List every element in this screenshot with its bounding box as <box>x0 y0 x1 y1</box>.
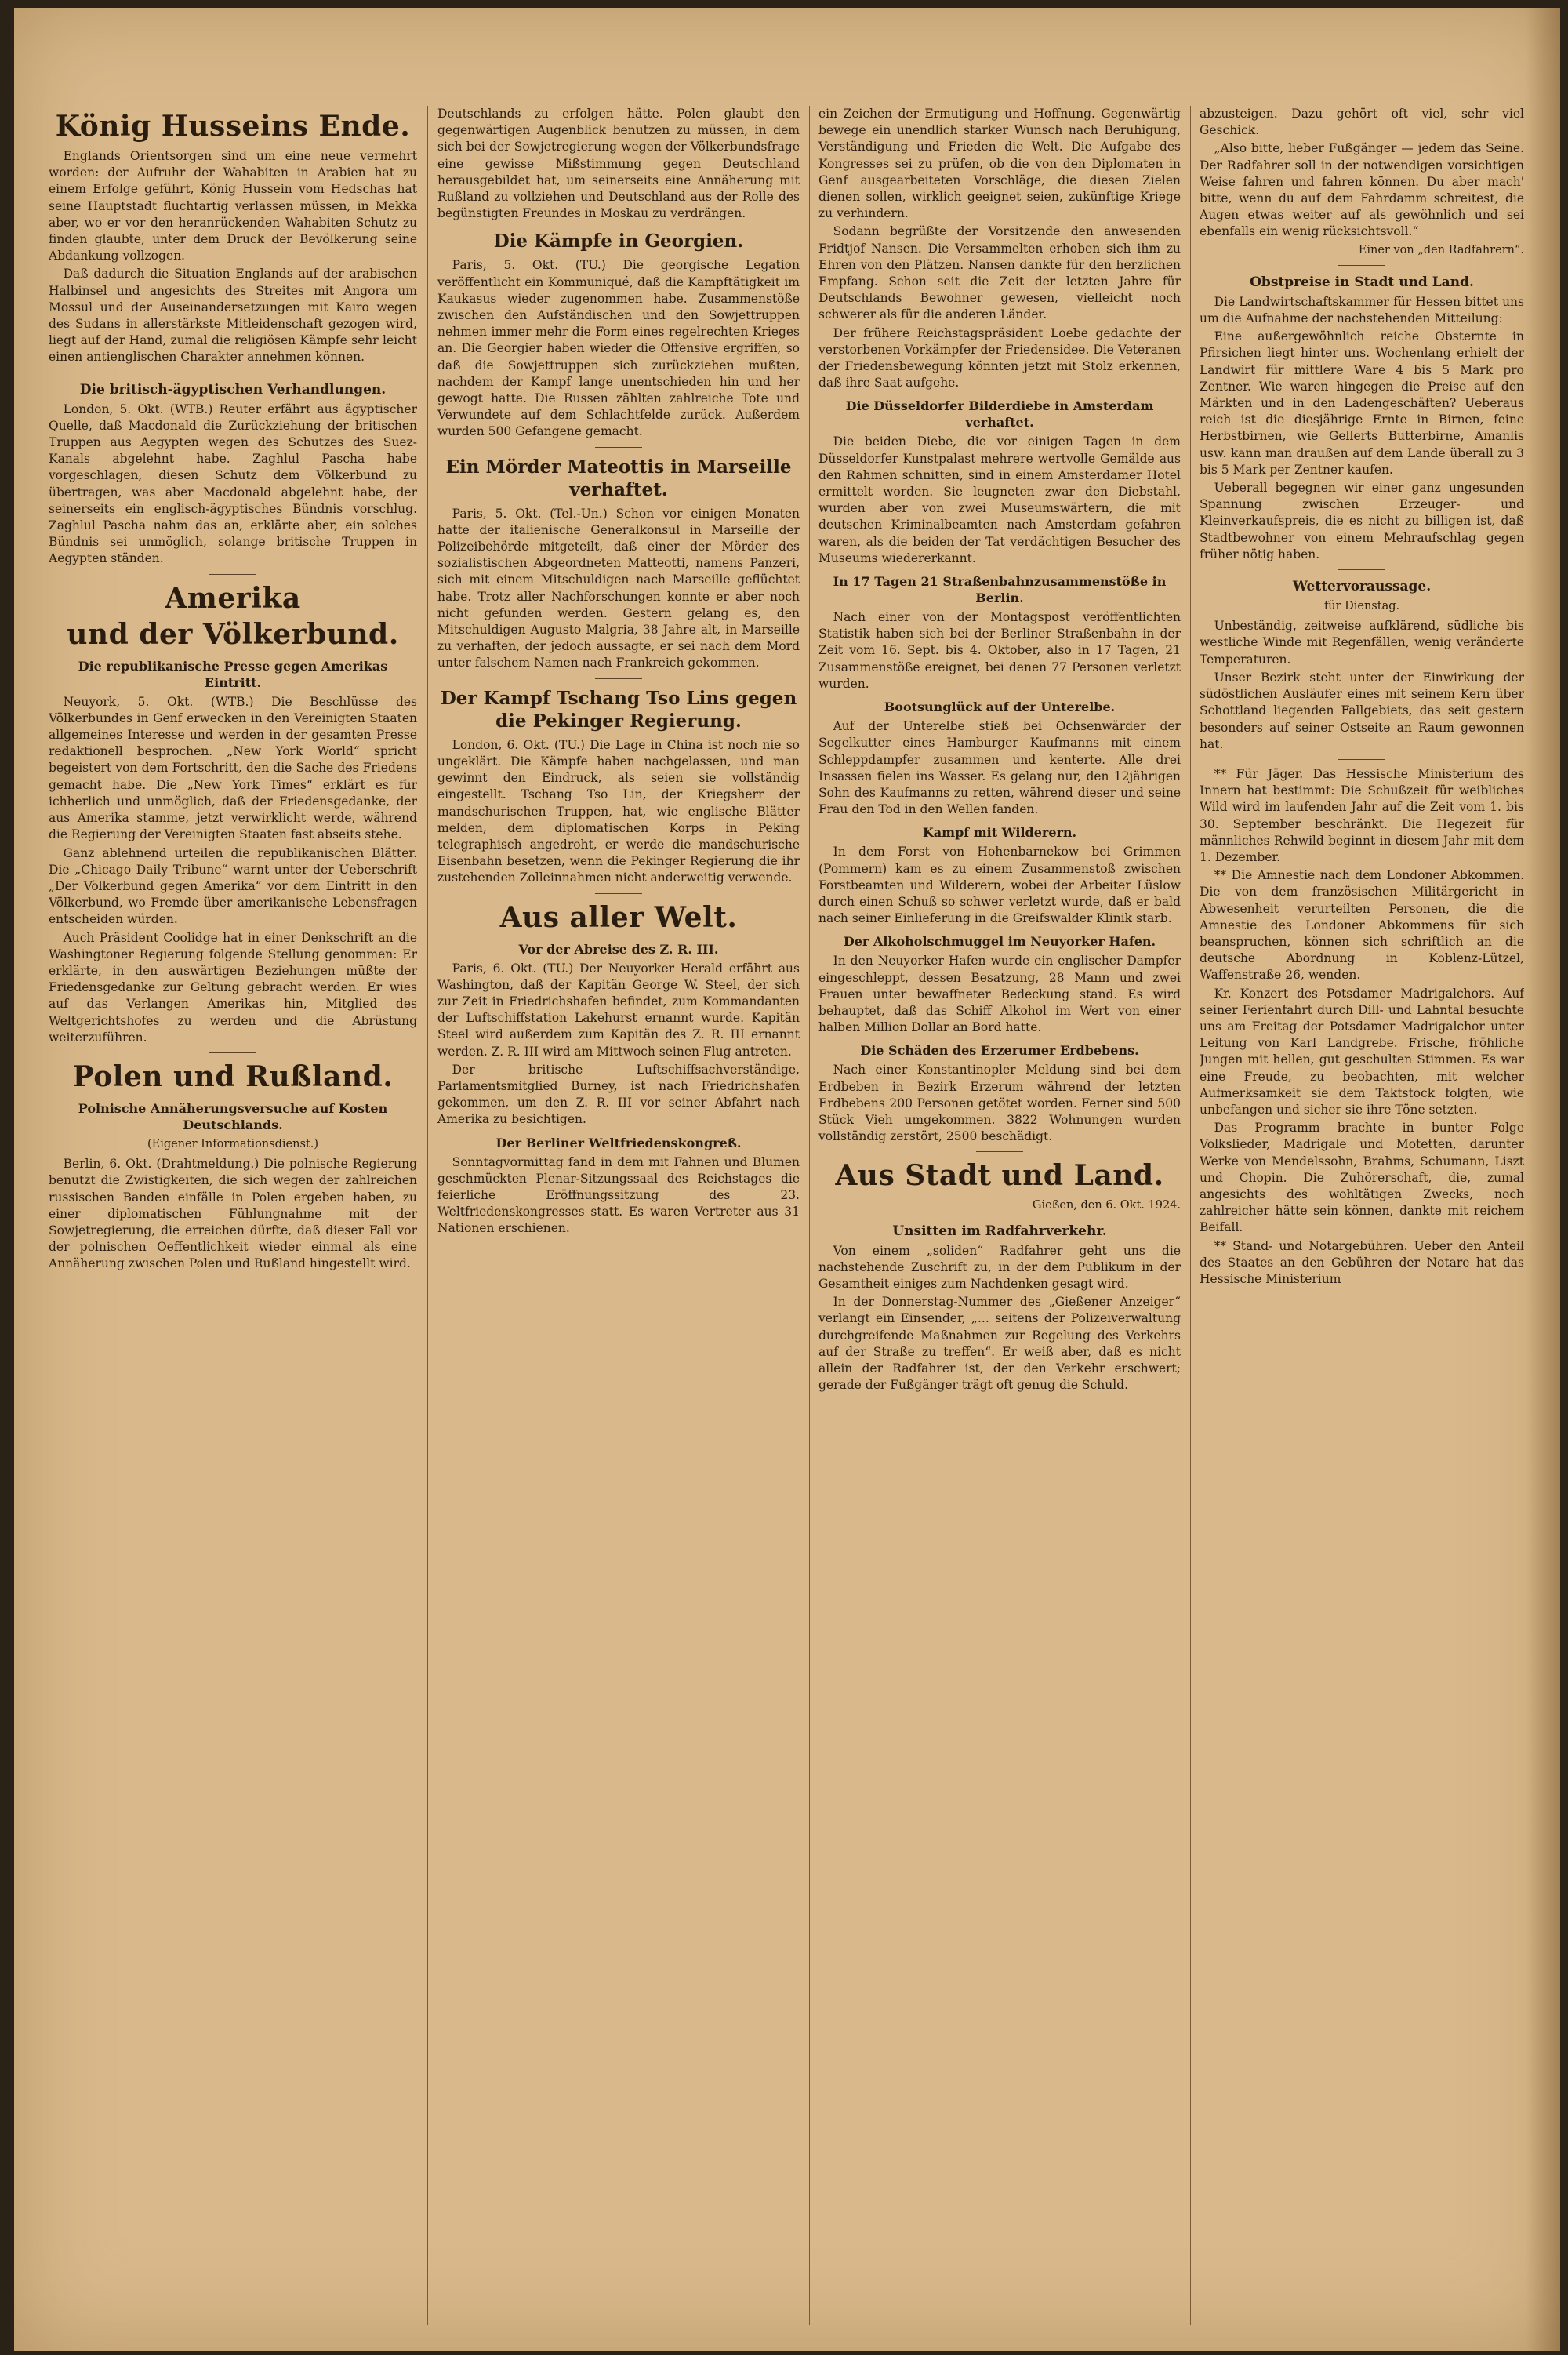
headline-amerika: Amerika <box>165 581 301 615</box>
headline-polen: Polen und Rußland. <box>72 1059 394 1093</box>
section-divider <box>209 1052 256 1053</box>
subheadline-erdbeben: Die Schäden des Erzerumer Erdbebens. <box>860 1043 1139 1059</box>
article-paragraph: Unbeständig, zeitweise aufklärend, südliche bis westliche Winde mit Regenfällen, wenig veränderte Temperaturen. <box>1200 619 1524 667</box>
article-paragraph: Auch Präsident Coolidge hat in einer Denkschrift an die Washingtoner Regierung folgende Stellung genommen: Er erklärte, in den auswärtigen Beziehungen müßte der Friedensgedanke zur Geltung gebracht werden. Er wies auf das Verlangen Amerikas hin, Mitglied des Weltgerichtshofes zu werden und die Abrüstung weiterzuführen. <box>49 930 417 1045</box>
section-divider <box>595 678 642 679</box>
subheadline-abreise: Vor der Abreise des Z. R. III. <box>518 941 719 957</box>
article-paragraph: Auf der Unterelbe stieß bei Ochsenwärder der Segelkutter eines Hamburger Kaufmanns mit einem Schleppdampfer zusammen und kenterte. Alle drei Insassen fielen ins Wasser. Es gelang nur, den 12jährigen Sohn des Kaufmanns zu retten, während dieser und seine Frau den Tod in den Wellen fanden. <box>818 719 1181 817</box>
article-paragraph: abzusteigen. Dazu gehört oft viel, sehr viel Geschick. <box>1200 107 1524 138</box>
subheadline-alkohol: Der Alkoholschmuggel im Neuyorker Hafen. <box>843 934 1156 950</box>
article-paragraph: Unser Bezirk steht unter der Einwirkung der südöstlichen Ausläufer eines mit seinem Kern über Schottland liegenden Fallgebiets, das seit gestern besonders auf seiner Ostseite an Raum gewonnen hat. <box>1200 670 1524 751</box>
headline-aus-aller-welt: Aus aller Welt. <box>499 900 738 934</box>
dateline: Gießen, den 6. Okt. 1924. <box>1032 1199 1181 1212</box>
subheadline-presse: Die republikanische Presse gegen Amerikas Eintritt. <box>78 658 388 690</box>
signoff: Einer von „den Radfahrern“. <box>1358 243 1524 256</box>
article-paragraph: In den Neuyorker Hafen wurde ein englischer Dampfer eingeschleppt, dessen Besatzung, 28 Mann und zwei Frauen unter bewaffneter Bedeckung stand. Es wird behauptet, daß das Schiff Alkohol im Wert von einer halben Million Dollar an Bord hatte. <box>818 954 1181 1035</box>
article-paragraph: ein Zeichen der Ermutigung und Hoffnung. Gegenwärtig bewege ein unendlich starker Wunsch nach Beruhigung, Verständigung und Frieden die Welt. Die Aufgabe des Kongresses sei zu prüfen, ob die von den Diplomaten in Genf ausgearbeiteten Vorschläge, die diesen Zielen dienen sollen, wirklich geeignet seien, zukünftige Kriege zu verhindern. <box>818 107 1181 221</box>
column-rule <box>1190 106 1191 2325</box>
column-3 <box>818 106 1181 2333</box>
article-paragraph: Die Landwirtschaftskammer für Hessen bittet uns um die Aufnahme der nachstehenden Mitteilung: <box>1200 294 1524 326</box>
headline-hussein: König Husseins Ende. <box>55 110 411 143</box>
headline-obstpreise: Obstpreise in Stadt und Land. <box>1250 274 1474 290</box>
headline-voelkerbund: und der Völkerbund. <box>67 617 399 651</box>
article-paragraph: Neuyork, 5. Okt. (WTB.) Die Beschlüsse des Völkerbundes in Genf erwecken in den Vereinigten Staaten allgemeines Interesse und werden in der gesamten Presse redaktionell besprochen. „New York World“ spricht begeistert von dem Fortschritt, den die Sache des Friedens gemacht habe. Die „New York Times“ erklärt es für ichherlich und unmöglich, daß der Friedensgedanke, der aus Amerika stamme, jetzt verwirklicht werde, während die Regierung der Vereinigten Staaten fast abseits stehe. <box>49 694 417 842</box>
headline-moerder: Ein Mörder Mateottis in Marseille verhaftet. <box>445 456 792 500</box>
article-paragraph: ** Für Jäger. Das Hessische Ministerium des Innern hat bestimmt: Die Schußzeit für weibliches Wild wird im laufenden Jahr auf die Zeit vom 1. bis 30. September beschränkt. Die Hegezeit für männliches Rehwild beginnt in diesem Jahr mit dem 1. Dezember. <box>1200 766 1524 864</box>
article-paragraph: Paris, 5. Okt. (TU.) Die georgische Legation veröffentlicht ein Kommuniqué, daß die Kampftätigkeit im Kaukasus wieder zugenommen habe. Zusammenstöße zwischen den Aufständischen und den Sowjettruppen nehmen immer mehr die Form eines regelrechten Krieges an. Die Georgier haben wieder die Offensive ergriffen, so daß die Sowjettruppen sich zurückziehen mußten, nachdem der Kampf lange unentschieden hin und her gewogt hatte. Die Russen zählten zahlreiche Tote und Verwundete auf dem Schlachtfelde zurück. Außerdem wurden 500 Gefangene gemacht. <box>437 258 800 439</box>
column-1 <box>49 106 417 2333</box>
article-paragraph: ** Stand- und Notargebühren. Ueber den Anteil des Staates an den Gebühren der Notare hat das Hessische Ministerium <box>1200 1238 1524 1286</box>
article-paragraph: ** Die Amnestie nach dem Londoner Abkommen. Die von dem französischen Militärgericht in Abwesenheit verurteilten Personen, die die Amnestie des Londoner Abkommens für sich beanspruchen, können sich schriftlich an die deutsche Abordnung in Koblenz-Lützel, Waffenstraße 26, wenden. <box>1200 868 1524 983</box>
article-paragraph: Das Programm brachte in bunter Folge Volkslieder, Madrigale und Motetten, darunter Werke von Mendelssohn, Brahms, Schumann, Liszt und Chopin. Die Zuhörerschaft, die, zumal angesichts des wohltätigen Zwecks, noch zahlreicher hätte sein können, dankte mit reichem Beifall. <box>1200 1121 1524 1235</box>
column-rule <box>427 106 428 2325</box>
headline-tschang: Der Kampf Tschang Tso Lins gegen die Pekinger Regierung. <box>440 687 797 732</box>
article-paragraph: Paris, 6. Okt. (TU.) Der Neuyorker Herald erfährt aus Washington, daß der Kapitän George W. Steel, der sich zur Zeit in Friedrichshafen befindet, zum Kommandanten der Luftschiffstation Lakehurst ernannt wurde. Kapitän Steel wird außerdem zum Kapitän des Z. R. III ernannt werden. Z. R. III wird am Mittwoch seinen Flug antreten. <box>437 961 800 1059</box>
article-paragraph: Der britische Luftschiffsachverständige, Parlamentsmitglied Burney, ist nach Friedrichshafen gekommen, um den Z. R. III vor seiner Abfahrt nach Amerika zu besichtigen. <box>437 1062 800 1127</box>
article-paragraph: Ueberall begegnen wir einer ganz ungesunden Spannung zwischen Erzeuger- und Kleinverkaufspreis, die es nicht zu billigen ist, daß Stadtbewohner von einem Mehraufschlag gegen früher nötig haben. <box>1200 481 1524 561</box>
section-divider <box>595 893 642 894</box>
article-paragraph: Daß dadurch die Situation Englands auf der arabischen Halbinsel und angesichts des Streites mit Angora um Mossul und der Auseinandersetzungen mit Kairo wegen des Sudans in allerstärkste Mitleidenschaft gezogen wird, liegt auf der Hand, zumal die religiösen Kämpfe sehr leicht einen antienglischen Charakter annehmen können. <box>49 267 417 365</box>
article-paragraph: Die beiden Diebe, die vor einigen Tagen in dem Düsseldorfer Kunstpalast mehrere wertvolle Gemälde aus den Rahmen schnitten, sind in einem Amsterdamer Hotel ermittelt worden. Sie leugneten zwar den Diebstahl, wurden aber von zwei Museumswärtern, die mit deutschen Kriminalbeamten nach Amsterdam gefahren waren, als die beiden der Tat verdächtigen Besucher des Museums wiedererkannt. <box>818 434 1181 565</box>
article-paragraph: In dem Forst von Hohenbarnekow bei Grimmen (Pommern) kam es zu einem Zusammenstoß zwischen Forstbeamten und Wilderern, wobei der Arbeiter Lüslow durch einen Schuß so schwer verletzt wurde, daß er bald nach seiner Einlieferung in die Greifswalder Klinik starb. <box>818 845 1181 926</box>
article-paragraph: In der Donnerstag-Nummer des „Gießener Anzeiger“ verlangt ein Einsender, „... seitens der Polizeiverwaltung durchgreifende Maßnahmen zur Regelung des Verkehrs auf der Straße zu treffen“. Er weiß aber, daß es nicht allein der Radfahrer ist, der den Verkehr erschwert; gerade der Fußgänger trägt oft genug die Schuld. <box>818 1295 1181 1393</box>
subheadline-wetter: für Dienstag. <box>1323 600 1400 613</box>
article-paragraph: Nach einer Konstantinopler Meldung sind bei dem Erdbeben in Bezirk Erzerum während der letzten Erdbebens 200 Personen getötet worden. Ferner sind 500 Stück Vieh umgekommen. 3822 Wohnungen wurden vollständig zerstört, 2500 beschädigt. <box>818 1063 1181 1144</box>
article-paragraph: London, 6. Okt. (TU.) Die Lage in China ist noch nie so ungeklärt. Die Kämpfe haben nachgelassen, und man gewinnt den Eindruck, als seien sie vollständig eingestellt. Tschang Tso Lin, der Kriegsherr der mandschurischen Truppen, hat, wie englische Blätter melden, dem diplomatischen Korps in Peking telegraphisch angedroht, er werde die mandschurische Eisenbahn besetzen, wenn die Pekinger Regierung die ihr zustehenden Zolleinnahmen nicht anderweitig verwende. <box>437 737 800 885</box>
section-divider <box>976 1151 1023 1152</box>
source-note: (Eigener Informationsdienst.) <box>147 1137 319 1150</box>
section-divider <box>595 447 642 448</box>
section-divider <box>1338 265 1385 266</box>
section-divider <box>1338 759 1385 760</box>
article-paragraph: Nach einer von der Montagspost veröffentlichten Statistik haben sich bei der Berliner Straßenbahn in der Zeit vom 16. Sept. bis 4. Oktober, also in 17 Tagen, 21 Zusammenstöße ereignet, bei denen 77 Personen verletzt wurden. <box>818 610 1181 691</box>
article-paragraph: „Also bitte, lieber Fußgänger — jedem das Seine. Der Radfahrer soll in der notwendigen vorsichtigen Weise fahren und fahren können. Du aber mach' bitte, wenn du auf dem Fahrdamm schreitest, die Augen etwas weiter auf als gewöhnlich und sei ebenfalls ein wenig rücksichtsvoll.“ <box>1200 141 1524 239</box>
subheadline-radverkehr: Unsitten im Radfahrverkehr. <box>892 1223 1107 1239</box>
headline-stadt-land: Aus Stadt und Land. <box>835 1159 1164 1193</box>
section-divider <box>1338 569 1385 570</box>
article-paragraph: Berlin, 6. Okt. (Drahtmeldung.) Die polnische Regierung benutzt die Zwistigkeiten, die sich wegen der zahlreichen russischen Banden einfälle in Polen ergeben haben, zu einer diplomatischen Fühlungnahme mit der Sowjetregierung, die erreichen dürfte, daß dieser Fall vor der polnischen Oeffentlichkeit wieder einmal als eine Annäherung zwischen Polen und Rußland hingestellt wird. <box>49 1157 417 1271</box>
section-divider <box>209 574 256 575</box>
newspaper-page <box>14 8 1560 2351</box>
subheadline-bilderdiebe: Die Düsseldorfer Bilderdiebe in Amsterdam verhaftet. <box>845 398 1154 431</box>
subheadline-bootsunglueck: Bootsunglück auf der Unterelbe. <box>884 700 1116 715</box>
article-paragraph: Sodann begrüßte der Vorsitzende den anwesenden Fridtjof Nansen. Die Versammelten erhoben sich ihm zu Ehren von den Plätzen. Nansen dankte für den herzlichen Empfang. Schon seit die Zeit der letzten Jahre für Deutschlands Bewohner gewesen, vielleicht noch schwerer als für die anderen Länder. <box>818 224 1181 322</box>
subheadline-friedenskongress: Der Berliner Weltfriedenskongreß. <box>495 1135 742 1150</box>
headline-brit-aegypt: Die britisch-ägyptischen Verhandlungen. <box>79 381 387 398</box>
article-paragraph: Eine außergewöhnlich reiche Obsternte in Pfirsichen liegt hinter uns. Wochenlang erhielt der Landwirt für mittlere Ware 4 bis 5 Mark pro Zentner. Wie waren hingegen die Preise auf den Märkten und in den Ladengeschäften? Ueberaus reich ist die diesjährige Ernte in Birnen, feine Herbstbirnen, wie Gellerts Butterbirne, Amanlis usw. kann man draußen auf dem Lande überall zu 3 bis 5 Mark per Zentner kaufen. <box>1200 329 1524 477</box>
article-paragraph: Sonntagvormittag fand in dem mit Fahnen und Blumen geschmückten Plenar-Sitzungssaal des Reichstages die feierliche Eröffnungssitzung des 23. Weltfriedenskongresses statt. Es waren Vertreter aus 31 Nationen erschienen. <box>437 1154 800 1236</box>
article-paragraph: Englands Orientsorgen sind um eine neue vermehrt worden: der Aufruhr der Wahabiten in Arabien hat zu einem Erfolge geführt, König Hussein vom Hedschas hat seine Hauptstadt fluchtartig verlassen müssen, in Mekka aber, wo er vor den heranrückenden Wahabiten Schutz zu finden glaubte, unter dem Druck der Bevölkerung seine Abdankung vollzogen. <box>49 149 417 263</box>
column-4 <box>1200 106 1524 2333</box>
article-paragraph: Kr. Konzert des Potsdamer Madrigalchors. Auf seiner Ferienfahrt durch Dill- und Lahntal besuchte uns am Freitag der Potsdamer Madrigalchor unter Leitung von Karl Landgrebe. Frische, fröhliche Jungen mit hellen, gut geschulten Stimmen. Es war eine Freude, zu beobachten, mit welcher Aufmerksamkeit sie dem Taktstock folgten, wie unbefangen und sicher sie ihre Töne setzten. <box>1200 986 1524 1117</box>
column-rule <box>809 106 810 2325</box>
article-paragraph: Der frühere Reichstagspräsident Loebe gedachte der verstorbenen Vorkämpfer der Friedensidee. Die Veteranen der Friedensbewegung könnten jetzt mit Stolz erkennen, daß ihre Saat aufgehe. <box>818 325 1181 391</box>
subheadline-wilderer: Kampf mit Wilderern. <box>922 825 1077 841</box>
article-paragraph: Deutschlands zu erfolgen hätte. Polen glaubt den gegenwärtigen Augenblick benutzen zu müssen, in dem sich bei der Sowjetregierung wegen der Völkerbundsfrage eine gewisse Mißstimmung gegen Deutschland herausgebildet hat, um seinerseits eine Annäherung mit Rußland zu vollziehen und Deutschland aus der Rolle des begünstigten Freundes in Moskau zu verdrängen. <box>437 107 800 221</box>
column-2 <box>437 106 800 2333</box>
article-paragraph: Ganz ablehnend urteilen die republikanischen Blätter. Die „Chicago Daily Tribune“ warnt unter der Ueberschrift „Der Völkerbund gegen Amerika“ vor dem Eintritt in den Völkerbund, wo Fremde über amerikanische Lebensfragen entscheiden würden. <box>49 845 417 927</box>
article-paragraph: Paris, 5. Okt. (Tel.-Un.) Schon vor einigen Monaten hatte der italienische Generalkonsul in Marseille der Polizeibehörde mitgeteilt, daß einer der Mörder des sozialistischen Abgeordneten Matteotti, namens Panzeri, sich mit einem Mitschuldigen nach Marseille geflüchtet habe. Trotz aller Nachforschungen konnte er aber noch nicht gefunden werden. Gestern gelang es, den Mitschuldigen Augusto Malgria, 38 Jahre alt, in Marseille zu verhaften, der jedoch aussagte, er sei nach dem Mord unter falschem Namen nach Frankreich gekommen. <box>437 506 800 671</box>
subheadline-strassenbahn: In 17 Tagen 21 Straßenbahnzusammenstöße in Berlin. <box>833 574 1167 606</box>
headline-georgien: Die Kämpfe in Georgien. <box>493 231 744 253</box>
subheadline-polen: Polnische Annäherungsversuche auf Kosten Deutschlands. <box>78 1100 388 1132</box>
article-paragraph: London, 5. Okt. (WTB.) Reuter erfährt aus ägyptischer Quelle, daß Macdonald die Zurückziehung der britischen Truppen aus Aegypten wegen des Schutzes des Suez-Kanals abgelehnt habe. Zaghlul Pascha habe vorgeschlagen, diesen Schutz dem Völkerbund zu übertragen, was aber Macdonald abgelehnt habe, der seinerseits ein englisch-ägyptisches Bündnis vorschlug. Zaghlul Pascha nahm das an, erklärte aber, ein solches Bündnis sei unmöglich, solange britische Truppen in Aegypten ständen. <box>49 402 417 566</box>
headline-wetter: Wettervoraussage. <box>1292 579 1432 595</box>
article-paragraph: Von einem „soliden“ Radfahrer geht uns die nachstehende Zuschrift zu, in der dem Publikum in der Gesamtheit einiges zum Nachdenken gesagt wird. <box>818 1243 1181 1291</box>
